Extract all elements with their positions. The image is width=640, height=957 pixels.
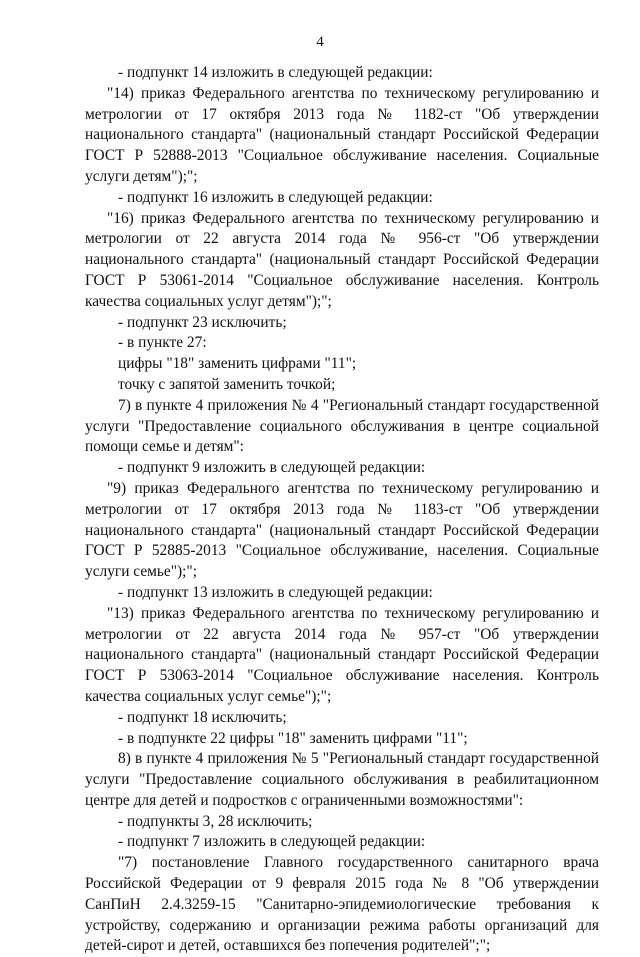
paragraph-subpoint-9-instruction: - подпункт 9 изложить в следующей редакции:: [118, 459, 426, 477]
paragraph-point-27-semicolon: точку с запятой заменить точкой;: [118, 375, 336, 393]
paragraph-item-8: 8) в пункте 4 приложения № 5 "Региональный стандарт государственной услуги "Предоставление социального обслуживания в реабилитационном центре для детей и подростков с ограниченными возможностями":: [85, 750, 599, 809]
paragraph-subpoint-13-instruction: - подпункт 13 изложить в следующей редакции:: [118, 583, 433, 601]
paragraph-subpoint-14-instruction: - подпункт 14 изложить в следующей редакции:: [118, 64, 433, 81]
paragraph-subpoint-7-text: "7) постановление Главного государственного санитарного врача Российской Федерации от 9 февраля 2015 года № 8 "Об утверждении СанПиН 2.4.3259-15 "Санитарно-эпидемиологические требования к устройству, содержанию и организации режима работы организаций для детей-сирот и детей, оставшихся без попечения родителей";";: [85, 854, 599, 955]
paragraph-subpoints-3-28-exclude: - подпункты 3, 28 исключить;: [118, 812, 313, 830]
paragraph-subpoint-14-text: "14) приказ Федерального агентства по техническому регулированию и метрологии от 17 октября 2013 года № 1182-ст "Об утверждении национального стандарта" (национальный стандарт Российской Федерации ГОСТ Р 52888-2013 "Социальное обслуживание населения. Социальные услуги детям");";: [85, 84, 599, 185]
paragraph-subpoint-9-text: "9) приказ Федерального агентства по техническому регулированию и метрологии от 17 октября 2013 года № 1183-ст "Об утверждении национального стандарта" (национальный стандарт Российской Федерации ГОСТ Р 52885-2013 "Социальное обслуживание, населения. Социальные услуги семье");";: [85, 479, 599, 581]
paragraph-subpoint-22-digits: - в подпункте 22 цифры "18" заменить цифрами "11";: [118, 729, 468, 747]
paragraph-subpoint-16-text: "16) приказ Федерального агентства по техническому регулированию и метрологии от 22 августа 2014 года № 956-ст "Об утверждении национального стандарта" (национальный стандарт Российской Федерации ГОСТ Р 53061-2014 "Социальное обслуживание населения. Контроль качества социальных услуг детям");";: [85, 209, 599, 310]
paragraph-item-7: 7) в пункте 4 приложения № 4 "Региональный стандарт государственной услуги "Предоставление социального обслуживания в центре социальной помощи семье и детям":: [85, 396, 599, 456]
document-body: [85, 63, 599, 957]
paragraph-point-27: - в пункте 27:: [118, 334, 207, 352]
paragraph-point-27-digits: цифры "18" заменить цифрами "11";: [118, 355, 357, 373]
paragraph-subpoint-7-instruction: - подпункт 7 изложить в следующей редакции:: [118, 833, 426, 851]
paragraph-subpoint-16-instruction: - подпункт 16 изложить в следующей редакции:: [118, 188, 433, 206]
paragraph-subpoint-23-exclude: - подпункт 23 исключить;: [118, 313, 287, 331]
page-number: 4: [316, 34, 324, 50]
paragraph-subpoint-13-text: "13) приказ Федерального агентства по техническому регулированию и метрологии от 22 августа 2014 года № 957-ст "Об утверждении национального стандарта" (национальный стандарт Российской Федерации ГОСТ Р 53063-2014 "Социальное обслуживание населения. Контроль качества социальных услуг семье");";: [85, 604, 599, 705]
paragraph-subpoint-18-exclude: - подпункт 18 исключить;: [118, 708, 287, 726]
